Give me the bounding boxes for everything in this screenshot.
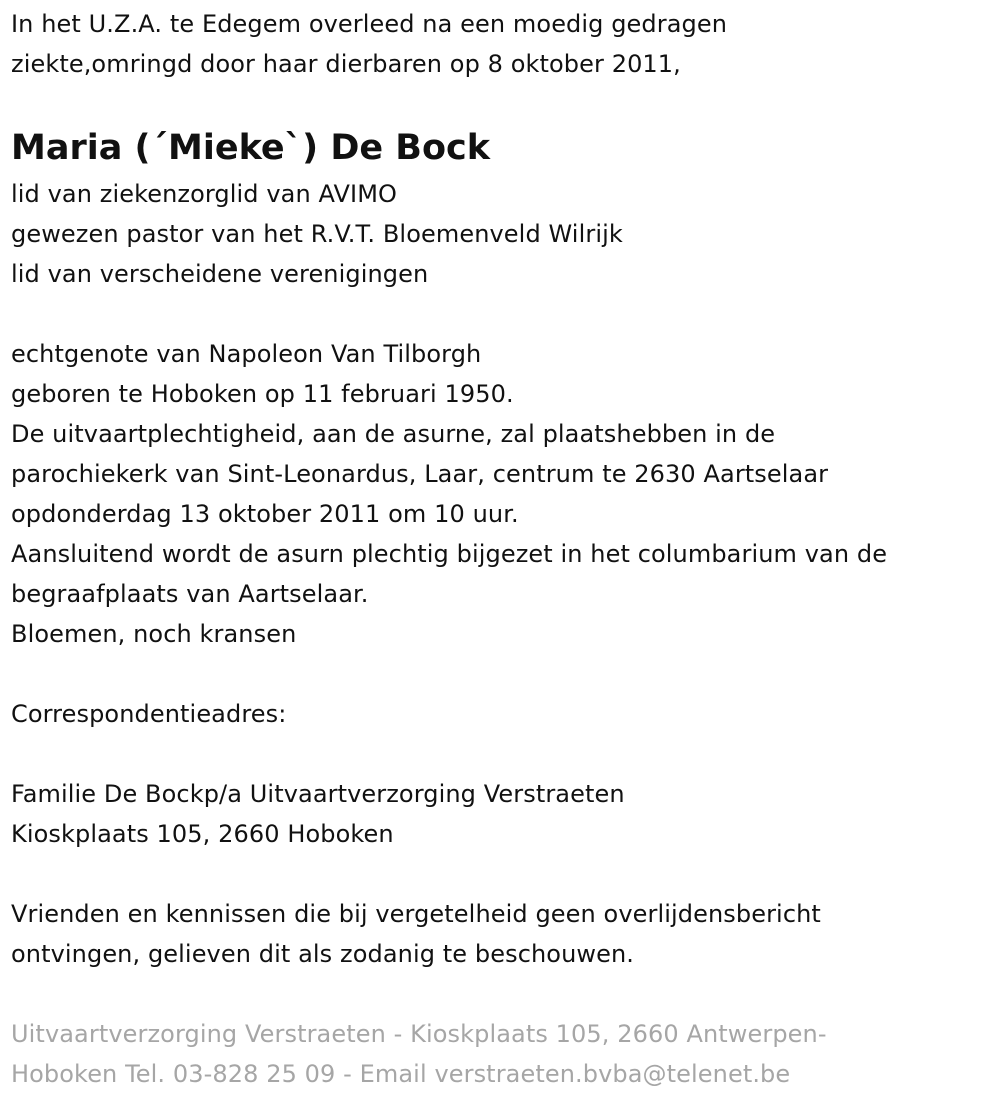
- intro-line: In het U.Z.A. te Edegem overleed na een moedig gedragen: [11, 10, 728, 38]
- role-line: gewezen pastor van het R.V.T. Bloemenveld Wilrijk: [11, 220, 623, 248]
- intro-text: [11, 4, 996, 84]
- spacer: [11, 974, 996, 1014]
- notice-text: [11, 894, 996, 974]
- correspondence-heading: Correspondentieadres:: [11, 700, 287, 728]
- spacer: [11, 654, 996, 694]
- detail-line: Aansluitend wordt de asurn plechtig bijgezet in het columbarium van de: [11, 540, 888, 568]
- address-line: Familie De Bockp/a Uitvaartverzorging Verstraeten: [11, 780, 625, 808]
- funeral-details: [11, 334, 996, 654]
- roles-list: [11, 174, 996, 294]
- spacer: [11, 854, 996, 894]
- footer-line: Uitvaartverzorging Verstraeten - Kioskplaats 105, 2660 Antwerpen-: [11, 1020, 827, 1048]
- detail-line: geboren te Hoboken op 11 februari 1950.: [11, 380, 514, 408]
- correspondence-address: [11, 774, 996, 854]
- obituary-notice: [11, 4, 996, 1094]
- funeral-home-footer: [11, 1014, 996, 1094]
- spacer: [11, 294, 996, 334]
- detail-line: De uitvaartplechtigheid, aan de asurne, zal plaatshebben in de: [11, 420, 776, 448]
- role-line: lid van verscheidene verenigingen: [11, 260, 429, 288]
- detail-line: parochiekerk van Sint-Leonardus, Laar, centrum te 2630 Aartselaar: [11, 460, 829, 488]
- detail-line: Bloemen, noch kransen: [11, 620, 297, 648]
- detail-line: echtgenote van Napoleon Van Tilborgh: [11, 340, 482, 368]
- notice-line: Vrienden en kennissen die bij vergetelheid geen overlijdensbericht: [11, 900, 821, 928]
- detail-line: begraafplaats van Aartselaar.: [11, 580, 369, 608]
- role-line: lid van ziekenzorglid van AVIMO: [11, 180, 397, 208]
- notice-line: ontvingen, gelieven dit als zodanig te beschouwen.: [11, 940, 635, 968]
- address-line: Kioskplaats 105, 2660 Hoboken: [11, 820, 394, 848]
- intro-line: ziekte,omringd door haar dierbaren op 8 oktober 2011,: [11, 50, 681, 78]
- spacer: [11, 734, 996, 774]
- footer-line: Hoboken Tel. 03-828 25 09 - Email verstraeten.bvba@telenet.be: [11, 1060, 791, 1088]
- deceased-name: Maria (´Mieke`) De Bock: [11, 128, 491, 168]
- detail-line: opdonderdag 13 oktober 2011 om 10 uur.: [11, 500, 519, 528]
